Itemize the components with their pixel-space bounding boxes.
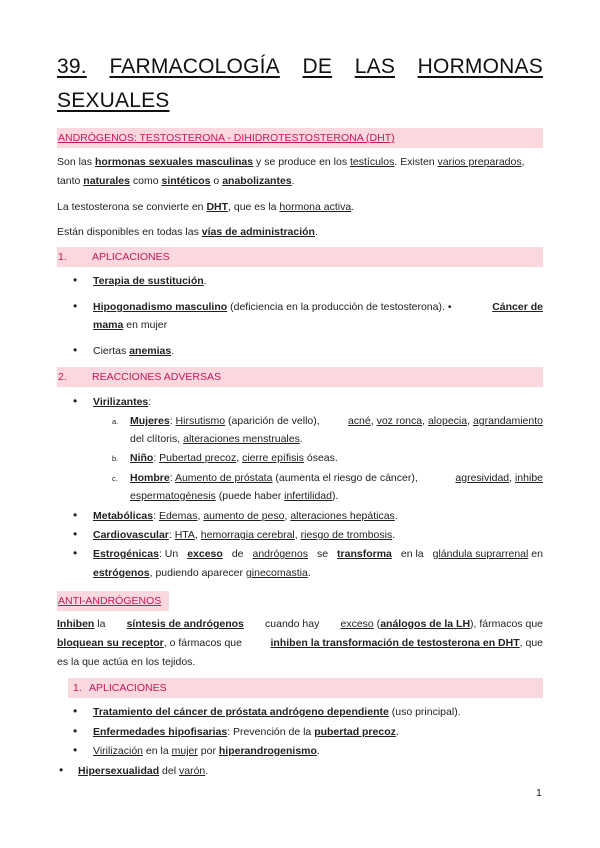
list-item: Estrogénicas: Un exceso de andrógenos se transforma en la glándula suprarrenal en [93,548,543,560]
title-word: HORMONAS [417,55,543,78]
paragraph: La testosterona se convierte en DHT, que es la hormona activa. [57,201,355,213]
list-item: Enfermedades hipofisarias: Prevención de la pubertad precoz. [93,726,399,738]
subsection-header-aplicaciones-2: 1. APLICACIONES [68,678,543,698]
title-word: DE [302,55,333,78]
sublist-marker: a. [112,417,119,426]
bullet-icon: • [73,273,78,287]
bullet-icon: • [73,394,78,408]
bullet-icon: • [73,724,78,738]
title-word: 39. [57,55,87,78]
sublist-item: Hombre: Aumento de próstata (aumenta el riesgo de cáncer), agresividad, inhibe [130,472,543,484]
list-item: Virilizantes: [93,396,152,408]
page-title-line2: SEXUALES [57,89,170,112]
list-item: Virilización en la mujer por hiperandrogenismo. [93,745,320,757]
list-item: Terapia de sustitución. [93,275,207,287]
sublist-item-continuation: espermatogénesis (puede haber infertilidad). [130,490,339,502]
bullet-icon: • [73,743,78,757]
sublist-item: Mujeres: Hirsutismo (aparición de vello), acné, voz ronca, alopecia, agrandamiento [130,415,543,427]
section-header-antiandrogenos: ANTI-ANDRÓGENOS [57,591,169,611]
subsection-header-reacciones: 2. REACCIONES ADVERSAS [57,367,543,387]
list-item: Cardiovascular: HTA, hemorragia cerebral, riesgo de trombosis. [93,529,396,541]
sublist-marker: b. [112,454,119,463]
paragraph: bloquean su receptor, o fármacos que inhiben la transformación de testosterona en DHT, que [57,637,543,649]
paragraph: tanto naturales como sintéticos o anabolizantes. [57,175,295,187]
list-item-continuation: estrógenos, pudiendo aparecer ginecomastia. [93,567,311,579]
sublist-item-continuation: del clítoris, alteraciones menstruales. [130,433,303,445]
list-item-continuation: mama en mujer [93,319,168,331]
bullet-icon: • [73,343,78,357]
paragraph: es la que actúa en los tejidos. [57,656,196,668]
title-word: LAS [354,55,396,78]
title-word: FARMACOLOGÍA [109,55,280,78]
list-item: Ciertas anemias. [93,345,175,357]
bullet-icon: • [73,508,78,522]
bullet-icon: • [73,299,78,313]
list-item: Metabólicas: Edemas, aumento de peso, alteraciones hepáticas. [93,510,398,522]
sublist-marker: c. [112,474,118,483]
bullet-icon: • [73,704,78,718]
page-title [57,50,543,84]
list-item: Tratamiento del cáncer de próstata andrógeno dependiente (uso principal). [93,706,461,718]
paragraph: Están disponibles en todas las vías de administración. [57,226,318,238]
paragraph: Son las hormonas sexuales masculinas y se produce en los testículos. Existen varios preparados, [57,156,525,168]
list-item: Hipersexualidad del varón. [78,765,209,777]
list-item: Hipogonadismo masculino (deficiencia en la producción de testosterona). • Cáncer de [93,301,543,313]
bullet-icon: • [59,763,64,777]
subsection-header-aplicaciones: 1. APLICACIONES [57,247,543,267]
bullet-icon: • [73,527,78,541]
section-header-androgenos: ANDRÓGENOS: TESTOSTERONA - DIHIDROTESTOSTERONA (DHT) [57,128,543,148]
bullet-icon: • [73,546,78,560]
sublist-item: Niño: Pubertad precoz, cierre epífisis óseas. [130,452,338,464]
paragraph: Inhiben la síntesis de andrógenos cuando hay exceso (análogos de la LH), fármacos que [57,618,543,630]
page-number: 1 [536,787,542,799]
